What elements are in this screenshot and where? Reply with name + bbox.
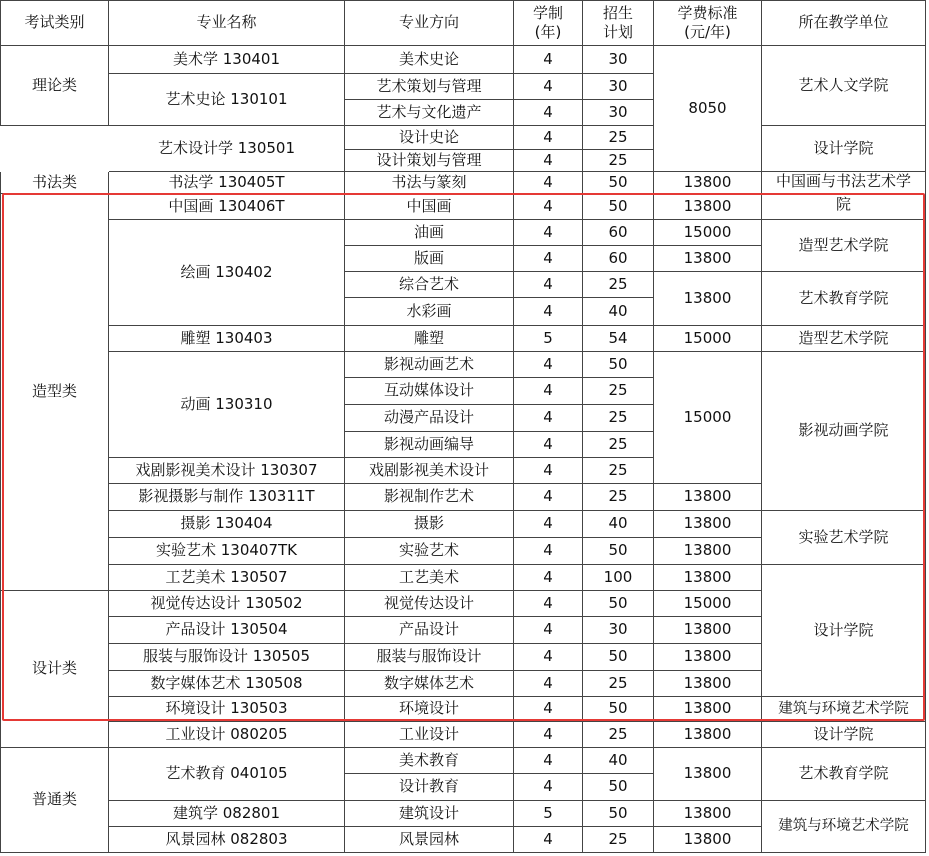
cell-tuition: 13800: [654, 246, 762, 272]
cell-major: 摄影 130404: [109, 511, 345, 538]
cell-direction: 工艺美术: [345, 565, 514, 591]
cell-category: 造型类: [0, 194, 109, 591]
cell-quota: 25: [583, 272, 654, 298]
cell-major: 工业设计 080205: [109, 722, 345, 748]
cell-major: 服装与服饰设计 130505: [109, 644, 345, 671]
cell-direction: 摄影: [345, 511, 514, 538]
cell-major: 数字媒体艺术 130508: [109, 671, 345, 697]
cell-direction: 互动媒体设计: [345, 378, 514, 405]
cell-major: 美术学 130401: [109, 46, 345, 74]
cell-direction: 环境设计: [345, 697, 514, 722]
cell-duration: 4: [514, 591, 583, 617]
cell-school: 艺术人文学院: [762, 46, 926, 126]
cell-quota: 25: [583, 722, 654, 748]
cell-direction: 实验艺术: [345, 538, 514, 565]
cell-quota: 50: [583, 801, 654, 827]
cell-major: 中国画 130406T: [109, 194, 345, 220]
cell-major: 工艺美术 130507: [109, 565, 345, 591]
cell-quota: 30: [583, 100, 654, 126]
cell-duration: 4: [514, 126, 583, 150]
cell-major: 视觉传达设计 130502: [109, 591, 345, 617]
cell-tuition: 13800: [654, 565, 762, 591]
cell-quota: 30: [583, 617, 654, 644]
cell-duration: 4: [514, 671, 583, 697]
cell-duration: 4: [514, 565, 583, 591]
cell-duration: 4: [514, 697, 583, 722]
cell-school: 艺术教育学院: [762, 272, 926, 326]
cell-direction: 视觉传达设计: [345, 591, 514, 617]
cell-quota: 25: [583, 126, 654, 150]
cell-tuition: 15000: [654, 326, 762, 352]
cell-direction: 影视动画编导: [345, 432, 514, 458]
cell-direction: 工业设计: [345, 722, 514, 748]
cell-tuition: 13800: [654, 484, 762, 511]
cell-quota: 40: [583, 298, 654, 326]
cell-duration: 4: [514, 220, 583, 246]
cell-major: 建筑学 082801: [109, 801, 345, 827]
cell-direction: 水彩画: [345, 298, 514, 326]
cell-school: 造型艺术学院: [762, 220, 926, 272]
cell-tuition: 13800: [654, 697, 762, 722]
cell-duration: 4: [514, 748, 583, 774]
cell-direction: 风景园林: [345, 827, 514, 853]
cell-school: 造型艺术学院: [762, 326, 926, 352]
cell-major: 动画 130310: [109, 352, 345, 458]
cell-duration: 4: [514, 484, 583, 511]
cell-duration: 4: [514, 432, 583, 458]
header-duration: 学制 (年): [514, 0, 583, 46]
header-tuition: 学费标准 (元/年): [654, 0, 762, 46]
cell-direction: 设计策划与管理: [345, 150, 514, 172]
cell-duration: 4: [514, 538, 583, 565]
cell-major: 书法学 130405T: [109, 172, 345, 194]
cell-tuition: 15000: [654, 591, 762, 617]
cell-tuition: 13800: [654, 801, 762, 827]
cell-direction: 综合艺术: [345, 272, 514, 298]
cell-duration: 4: [514, 405, 583, 432]
cell-direction: 影视动画艺术: [345, 352, 514, 378]
cell-duration: 4: [514, 378, 583, 405]
cell-quota: 25: [583, 484, 654, 511]
cell-direction: 美术史论: [345, 46, 514, 74]
cell-duration: 4: [514, 194, 583, 220]
cell-major: 产品设计 130504: [109, 617, 345, 644]
cell-tuition: 13800: [654, 827, 762, 853]
cell-duration: 4: [514, 722, 583, 748]
cell-direction: 艺术策划与管理: [345, 74, 514, 100]
cell-quota: 50: [583, 591, 654, 617]
cell-school: 设计学院: [762, 126, 926, 172]
cell-tuition: 13800: [654, 617, 762, 644]
cell-quota: 50: [583, 774, 654, 801]
cell-direction: 美术教育: [345, 748, 514, 774]
cell-school: 设计学院: [762, 565, 926, 697]
cell-tuition: 13800: [654, 538, 762, 565]
cell-quota: 40: [583, 511, 654, 538]
cell-duration: 4: [514, 617, 583, 644]
cell-quota: 50: [583, 194, 654, 220]
cell-direction: 中国画: [345, 194, 514, 220]
cell-direction: 建筑设计: [345, 801, 514, 827]
header-category: 考试类别: [0, 0, 109, 46]
cell-major: 雕塑 130403: [109, 326, 345, 352]
cell-school: 设计学院: [762, 722, 926, 748]
cell-direction: 服装与服饰设计: [345, 644, 514, 671]
cell-school: 建筑与环境艺术学院: [762, 801, 926, 853]
cell-tuition: 13800: [654, 644, 762, 671]
cell-major: 艺术设计学 130501: [109, 126, 345, 172]
cell-tuition: 13800: [654, 172, 762, 194]
cell-direction: 影视制作艺术: [345, 484, 514, 511]
header-school: 所在教学单位: [762, 0, 926, 46]
cell-duration: 4: [514, 74, 583, 100]
cell-quota: 25: [583, 458, 654, 484]
cell-tuition: 13800: [654, 748, 762, 801]
cell-tuition: 15000: [654, 352, 762, 484]
cell-quota: 100: [583, 565, 654, 591]
cell-category: 书法类: [0, 172, 109, 194]
cell-major: 影视摄影与制作 130311T: [109, 484, 345, 511]
cell-quota: 25: [583, 405, 654, 432]
cell-duration: 5: [514, 326, 583, 352]
cell-direction: 数字媒体艺术: [345, 671, 514, 697]
cell-tuition: 13800: [654, 671, 762, 697]
cell-school: 实验艺术学院: [762, 511, 926, 565]
cell-school: 艺术教育学院: [762, 748, 926, 801]
cell-quota: 30: [583, 74, 654, 100]
cell-duration: 4: [514, 272, 583, 298]
cell-quota: 50: [583, 172, 654, 194]
cell-category: 设计类: [0, 591, 109, 748]
cell-major: 艺术教育 040105: [109, 748, 345, 801]
cell-category: 理论类: [0, 46, 109, 126]
cell-major: 戏剧影视美术设计 130307: [109, 458, 345, 484]
cell-tuition: 13800: [654, 722, 762, 748]
header-direction: 专业方向: [345, 0, 514, 46]
cell-tuition: 13800: [654, 272, 762, 326]
cell-duration: 4: [514, 150, 583, 172]
cell-major: 绘画 130402: [109, 220, 345, 326]
cell-tuition: 13800: [654, 194, 762, 220]
cell-quota: 60: [583, 246, 654, 272]
cell-tuition: 8050: [654, 46, 762, 172]
cell-duration: 5: [514, 801, 583, 827]
header-quota: 招生 计划: [583, 0, 654, 46]
cell-tuition: 13800: [654, 511, 762, 538]
cell-quota: 40: [583, 748, 654, 774]
cell-quota: 50: [583, 697, 654, 722]
cell-direction: 雕塑: [345, 326, 514, 352]
cell-duration: 4: [514, 100, 583, 126]
cell-school: 中国画与书法艺术学: [762, 172, 926, 194]
cell-major: 实验艺术 130407TK: [109, 538, 345, 565]
cell-direction: 艺术与文化遗产: [345, 100, 514, 126]
cell-major: 环境设计 130503: [109, 697, 345, 722]
cell-quota: 25: [583, 432, 654, 458]
cell-quota: 25: [583, 827, 654, 853]
cell-duration: 4: [514, 774, 583, 801]
cell-duration: 4: [514, 172, 583, 194]
cell-quota: 25: [583, 671, 654, 697]
cell-direction: 版画: [345, 246, 514, 272]
cell-tuition: 15000: [654, 220, 762, 246]
cell-major: 艺术史论 130101: [109, 74, 345, 126]
cell-duration: 4: [514, 352, 583, 378]
cell-direction: 产品设计: [345, 617, 514, 644]
cell-school: 影视动画学院: [762, 352, 926, 511]
cell-duration: 4: [514, 458, 583, 484]
cell-category: 普通类: [0, 748, 109, 853]
cell-duration: 4: [514, 46, 583, 74]
cell-direction: 油画: [345, 220, 514, 246]
cell-quota: 54: [583, 326, 654, 352]
cell-duration: 4: [514, 644, 583, 671]
cell-school: 院: [762, 194, 926, 220]
cell-direction: 设计教育: [345, 774, 514, 801]
cell-duration: 4: [514, 511, 583, 538]
cell-duration: 4: [514, 298, 583, 326]
cell-direction: 设计史论: [345, 126, 514, 150]
cell-quota: 50: [583, 352, 654, 378]
cell-major: 风景园林 082803: [109, 827, 345, 853]
cell-quota: 25: [583, 378, 654, 405]
cell-direction: 书法与篆刻: [345, 172, 514, 194]
cell-quota: 50: [583, 644, 654, 671]
cell-direction: 戏剧影视美术设计: [345, 458, 514, 484]
cell-duration: 4: [514, 246, 583, 272]
cell-school: 建筑与环境艺术学院: [762, 697, 926, 722]
cell-duration: 4: [514, 827, 583, 853]
cell-quota: 30: [583, 46, 654, 74]
header-major: 专业名称: [109, 0, 345, 46]
cell-direction: 动漫产品设计: [345, 405, 514, 432]
cell-quota: 25: [583, 150, 654, 172]
cell-quota: 50: [583, 538, 654, 565]
cell-quota: 60: [583, 220, 654, 246]
